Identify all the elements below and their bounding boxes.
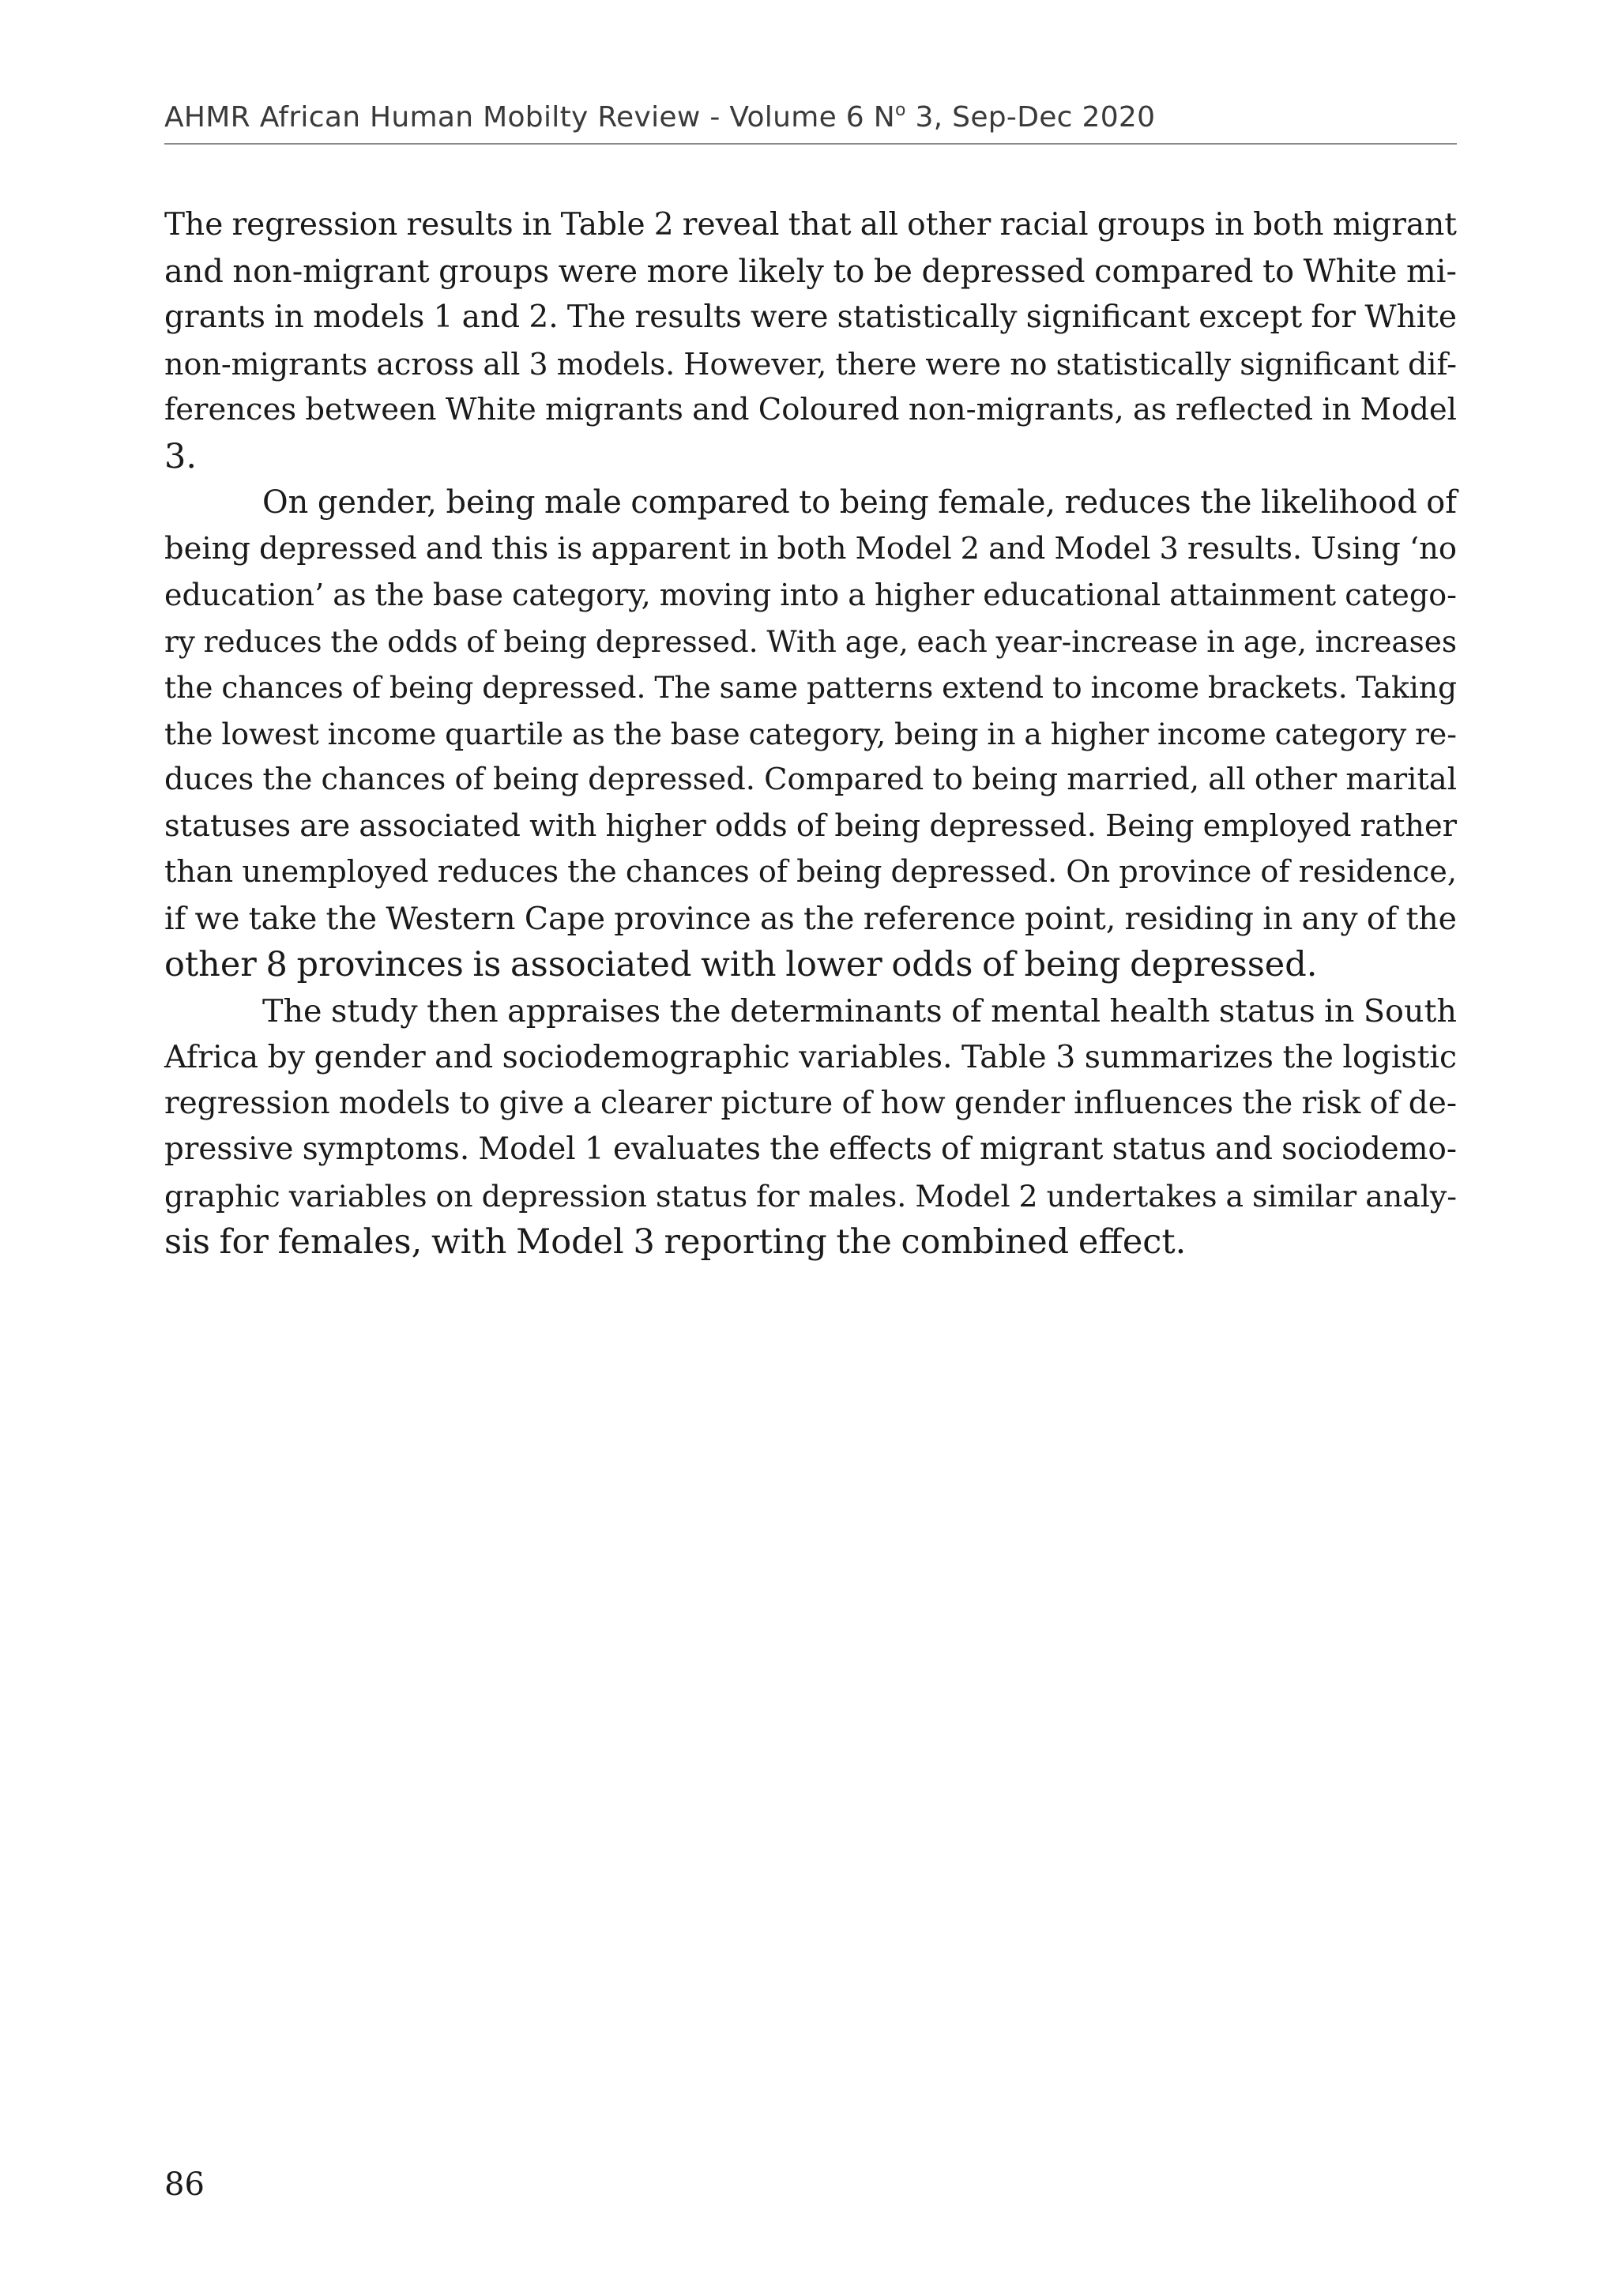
paragraph-3: [164, 988, 1457, 1266]
text-line: sis for females, with Model 3 reporting the combined effect.: [164, 1222, 1187, 1262]
paragraph-1: [164, 202, 1457, 480]
text-line: On gender, being male compared to being female, reduces the likelihood of: [262, 484, 1457, 521]
text-line: pressive symptoms. Model 1 evaluates the effects of migrant status and sociodemo-: [164, 1131, 1457, 1167]
header-journal-title: AHMR African Human Mobilty Review - Volume 6 N: [164, 101, 895, 134]
text-line: graphic variables on depression status for males. Model 2 undertakes a similar analy-: [164, 1178, 1457, 1214]
text-line: The study then appraises the determinants of mental health status in South: [262, 992, 1457, 1029]
text-line: and non-migrant groups were more likely to be depressed compared to White mi-: [164, 253, 1457, 290]
text-line: 3.: [164, 436, 198, 476]
page-number: 86: [164, 2166, 205, 2203]
text-line: ferences between White migrants and Coloured non-migrants, as reflected in Model: [164, 392, 1457, 427]
text-line: statuses are associated with higher odds of being depressed. Being employed rather: [164, 807, 1457, 844]
text-line: The regression results in Table 2 reveal that all other racial groups in both migrant: [164, 207, 1457, 243]
paragraph-2: [164, 480, 1457, 988]
text-line: ry reduces the odds of being depressed. With age, each year-increase in age, increases: [164, 623, 1457, 659]
header-issue-date: 3, Sep-Dec 2020: [905, 101, 1156, 134]
text-line: grants in models 1 and 2. The results were statistically significant except for White: [164, 299, 1457, 335]
text-line: if we take the Western Cape province as the reference point, residing in any of the: [164, 900, 1457, 937]
header-divider: [164, 143, 1457, 145]
text-line: other 8 provinces is associated with lower odds of being depressed.: [164, 945, 1318, 984]
text-line: non-migrants across all 3 models. However, there were no statistically significant dif-: [164, 346, 1457, 382]
header-number-superscript: o: [894, 100, 906, 120]
text-line: Africa by gender and sociodemographic variables. Table 3 summarizes the logistic: [164, 1039, 1457, 1075]
text-line: regression models to give a clearer picture of how gender influences the risk of de-: [164, 1085, 1457, 1121]
body-text: [164, 202, 1457, 1266]
text-line: than unemployed reduces the chances of being depressed. On province of residence,: [164, 855, 1457, 890]
text-line: being depressed and this is apparent in both Model 2 and Model 3 results. Using ‘no: [164, 530, 1457, 566]
text-line: duces the chances of being depressed. Compared to being married, all other marital: [164, 762, 1457, 797]
running-header: [164, 101, 1457, 134]
text-line: education’ as the base category, moving into a higher educational attainment catego-: [164, 578, 1457, 612]
text-line: the lowest income quartile as the base category, being in a higher income category re-: [164, 716, 1457, 751]
text-line: the chances of being depressed. The same patterns extend to income brackets. Taking: [164, 670, 1457, 705]
